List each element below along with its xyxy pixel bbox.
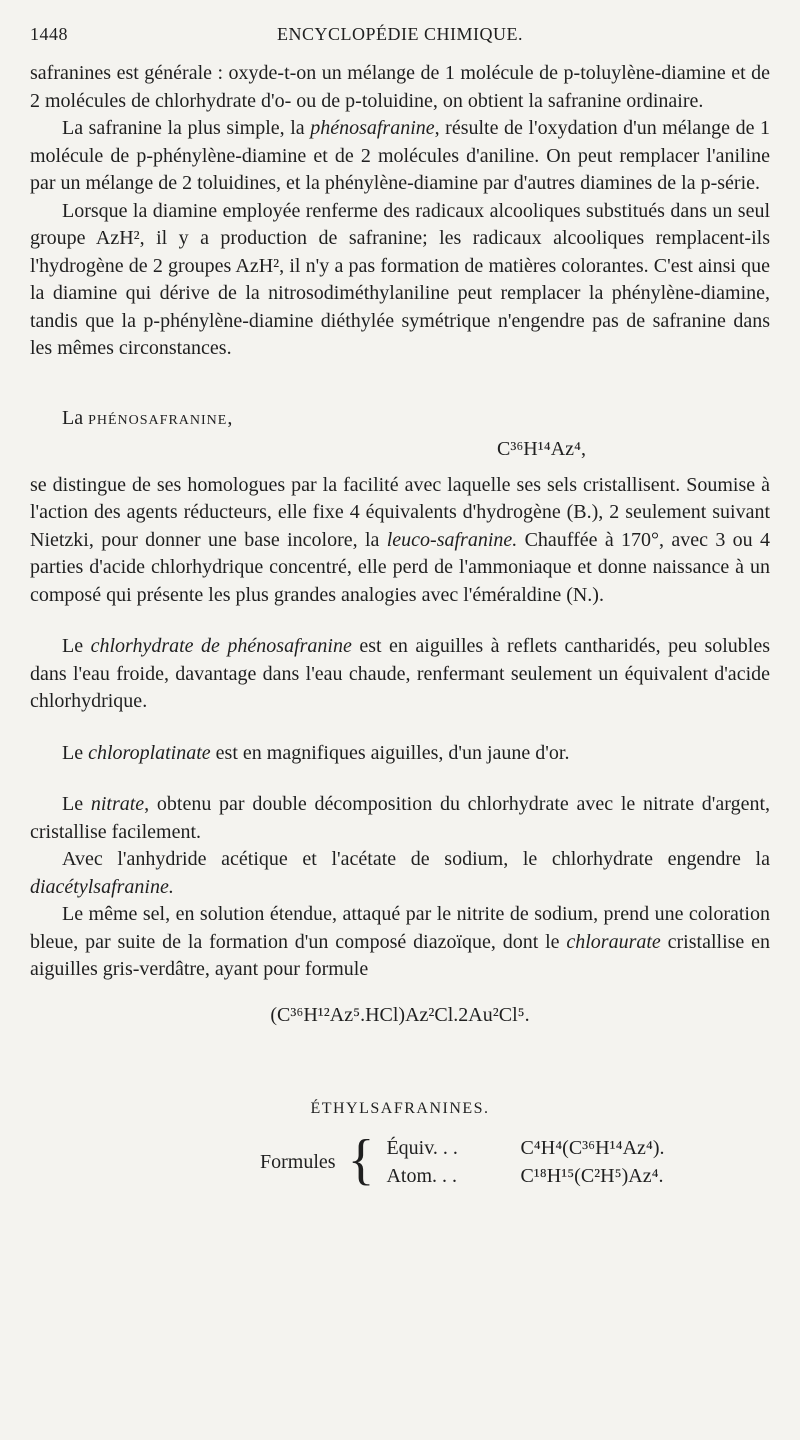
page-number: 1448 (30, 24, 68, 44)
paragraph-2-italic: phénosafranine (310, 117, 435, 139)
formula-2-text: (C³⁶H¹²Az⁵.HCl)Az²Cl.2Au²Cl⁵. (270, 1003, 530, 1026)
paragraph-8-suffix: , obtenu par double décomposition du chlorhydrate avec le nitrate d'argent, cristallise facilement. (30, 793, 771, 843)
formula-2 (30, 1002, 770, 1030)
formules-row (386, 1163, 664, 1191)
formules-row-label: Équiv. . . (386, 1136, 458, 1159)
formules-rows (386, 1135, 664, 1191)
paragraph-10 (30, 901, 770, 984)
paragraph-2-prefix: La safranine la plus simple, la (62, 117, 311, 139)
running-head (30, 24, 770, 48)
formules-row (386, 1135, 664, 1163)
paragraph-9 (30, 846, 770, 901)
paragraph-7-italic: chloroplatinate (88, 741, 211, 764)
paragraph-2 (30, 115, 770, 198)
paragraph-10-suffix: cristallise en aiguilles gris-verdâtre, ayant pour formule (30, 930, 770, 980)
paragraph-9-text: Avec l'anhydride acétique et l'acétate de sodium, le chlorhydrate engendre la (62, 848, 770, 870)
paragraph-5 (30, 472, 770, 610)
paragraph-8-prefix: Le (62, 793, 91, 815)
paragraph-3-text: Lorsque la diamine employée renferme des radicaux alcooliques substitués dans un seul groupe AzH², il y a production de safranine; les radicaux alcooliques remplacent-ils l'hydrogène de 2 groupes AzH², il n'y a pas formation de matières colorantes. C'est ainsi que la diamine qui dérive de la nitrosodiméthylaniline peut remplacer la phénylène-diamine, tandis que la p-phénylène-diamine diéthylée symétrique n'engendre pas de safranine dans les mêmes circonstances. (30, 199, 770, 359)
paragraph-7-suffix: est en magnifiques aiguilles, d'un jaune d'or. (210, 741, 570, 764)
formules-row-value: C⁴H⁴(C³⁶H¹⁴Az⁴). (520, 1136, 665, 1159)
paragraph-5-italic: leuco-safranine. (386, 528, 518, 551)
section-caption (30, 1095, 770, 1123)
paragraph-6 (30, 633, 770, 716)
paragraph-2-suffix: , résulte de l'oxydation d'un mélange de 1 molécule de p-phénylène-diamine et de 2 molécules d'aniline. On peut remplacer l'aniline par un mélange de 2 toluidines, et la phénylène-diamine par d'autres diamines de la p-série. (30, 117, 771, 194)
paragraph-3 (30, 198, 770, 363)
paragraph-10-italic: chloraurate (566, 930, 661, 953)
body-text (30, 60, 770, 1191)
paragraph-6-italic: chlorhydrate de phénosafranine (90, 635, 352, 657)
paragraph-1-text: safranines est générale : oxyde-t-on un mélange de 1 molécule de p-toluylène-diamine et de 2 molécules de chlorhydrate d'o- ou de p-toluidine, on obtient la safranine ordinaire. (30, 62, 770, 112)
formules-row-label: Atom. . . (386, 1164, 458, 1187)
caption-text: ÉTHYLSAFRANINES. (310, 1100, 490, 1117)
brace-icon: { (347, 1128, 375, 1191)
paragraph-8-italic: nitrate (90, 793, 145, 815)
paragraph-4-intro: La (62, 406, 89, 429)
paragraph-6-prefix: Le (62, 635, 91, 657)
formules-block (260, 1128, 770, 1191)
paragraph-7 (30, 740, 770, 768)
paragraph-5-text: se distingue de ses homologues par la facilité avec laquelle ses sels cristallisent. Soumise à l'action des agents réducteurs, elle fixe 4 équivalents d'hydrogène (B.), 2 seulement suivant Nietzki, pour donner une base incolore, la (30, 473, 770, 551)
paragraph-4-smallcaps: phénosafranine, (88, 406, 234, 429)
paragraph-1 (30, 60, 770, 115)
formules-row-value: C¹⁸H¹⁵(C²H⁵)Az⁴. (520, 1164, 664, 1187)
paragraph-7-prefix: Le (62, 741, 89, 764)
paragraph-10-prefix: Le même sel, en solution étendue, attaqué par le nitrite de sodium, prend une coloration bleue, par suite de la formation d'un composé diazoïque, dont le (30, 903, 770, 953)
paragraph-4 (30, 405, 770, 433)
formules-label: Formules (260, 1150, 336, 1173)
paragraph-5-tail: Chauffée à 170°, avec 3 ou 4 parties d'acide chlorhydrique concentré, elle perd de l'ammoniaque et donne naissance à un composé qui présente les plus grandes analogies avec l'éméraldine (N.). (30, 528, 770, 606)
paragraph-8 (30, 791, 770, 846)
paragraph-9-italic: diacétylsafranine. (30, 875, 174, 898)
header-title: ENCYCLOPÉDIE CHIMIQUE. (277, 24, 523, 44)
formula-1-text: C³⁶H¹⁴Az⁴, (496, 438, 586, 460)
formula-1 (30, 436, 770, 464)
paragraph-6-suffix: est en aiguilles à reflets cantharidés, peu solubles dans l'eau froide, davantage dans l'eau chaude, renfermant seulement un équivalent d'acide chlorhydrique. (30, 635, 771, 712)
